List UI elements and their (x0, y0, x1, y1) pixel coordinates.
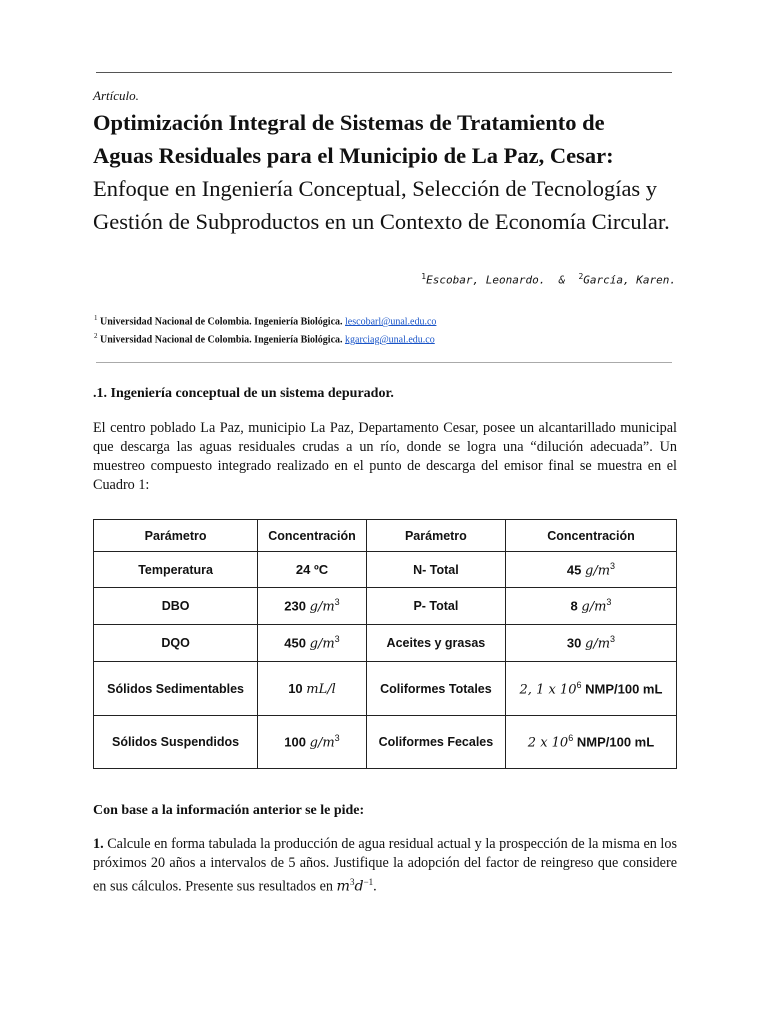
parameters-table (93, 519, 677, 769)
concentration-unit: mL/l (306, 681, 336, 697)
author-separator: & (558, 273, 566, 287)
parameter-cell: Coliformes Totales (366, 662, 505, 716)
parameter-cell: Aceites y grasas (366, 625, 505, 662)
unit-exponent: 3 (606, 597, 612, 608)
affiliation-2-email-link[interactable]: kgarciag@unal.edu.co (345, 334, 435, 346)
parameter-cell: N- Total (366, 552, 505, 588)
affiliation-1-email-link[interactable]: lescobarl@unal.edu.co (345, 316, 437, 328)
article-type-label: Artículo. (93, 88, 139, 103)
section-heading (93, 386, 394, 402)
table-row (94, 625, 677, 662)
concentration-value: 2, 1 x 10 (519, 682, 577, 698)
concentration-tail: NMP/100 mL (585, 681, 663, 697)
table-row (94, 588, 677, 625)
top-rule (96, 72, 672, 73)
question-text: Calcule en forma tabulada la producción de agua residual actual y la prospección de la misma en los próximos 20 años a intervalos de 5 años. Justifique la adopción del factor de reingreso que considere en sus cálculos. Presente sus resultados en (93, 836, 677, 895)
concentration-unit: g/m (585, 636, 611, 652)
intro-paragraph: El centro poblado La Paz, municipio La Paz, Departamento Cesar, posee un alcantarillado municipal que descarga las aguas residuales crudas a un río, donde se logra una “dilución adecuada”. Un muestreo compuesto integrado realizado en el punto de descarga del emisor final se muestra en el Cuadro 1: (93, 420, 677, 493)
question-end: . (373, 878, 377, 895)
concentration-tail: NMP/100 mL (576, 734, 655, 750)
concentration-cell (505, 625, 676, 662)
concentration-unit: g/m (309, 599, 335, 615)
unit-exponent: 3 (334, 634, 340, 645)
table-header-row (94, 520, 677, 552)
title-line-1: Optimización Integral de Sistemas de Tratamiento de (93, 110, 605, 135)
parameter-cell: P- Total (366, 588, 505, 625)
unit-exponent: 6 (576, 679, 582, 690)
unit-exponent: 3 (334, 597, 340, 608)
affiliation-1-sup: 1 (94, 314, 98, 322)
parameter-cell: Sólidos Suspendidos (94, 716, 258, 769)
table-row (94, 552, 677, 588)
header-concentracion-1: Concentración (258, 520, 367, 552)
section-title: . Ingeniería conceptual de un sistema depurador. (103, 386, 394, 401)
parameter-cell: Coliformes Fecales (366, 716, 505, 769)
question-number: 1. (93, 836, 104, 852)
concentration-value: 100 (284, 734, 306, 750)
affiliation-2-text: Universidad Nacional de Colombia. Ingeniería Biológica. (100, 334, 343, 346)
author1-superscript: 1 (421, 272, 427, 281)
concentration-value: 230 (284, 598, 306, 614)
unit-m-exponent: 3 (349, 877, 355, 887)
concentration-value: 30 (566, 635, 582, 651)
unit-exponent: 6 (568, 733, 574, 744)
concentration-unit: g/m (585, 563, 611, 579)
concentration-cell (505, 552, 676, 588)
unit-exponent: 3 (610, 634, 616, 645)
affiliation-1-text: Universidad Nacional de Colombia. Ingeniería Biológica. (100, 316, 343, 328)
concentration-cell (258, 588, 367, 625)
parameter-cell: Temperatura (94, 552, 258, 588)
unit-exponent: 3 (334, 733, 340, 744)
section-number: .1 (93, 386, 104, 401)
request-heading: Con base a la información anterior se le pide: (93, 803, 365, 818)
concentration-cell (258, 625, 367, 662)
concentration-unit: g/m (581, 599, 607, 615)
concentration-cell (505, 588, 676, 625)
unit-m: m (336, 878, 350, 895)
table-row (94, 662, 677, 716)
concentration-cell (258, 662, 367, 716)
unit-d: d (354, 878, 364, 895)
concentration-cell (258, 716, 367, 769)
concentration-value: 24 ºC (295, 562, 329, 577)
concentration-cell (258, 552, 367, 588)
title-line-2: Aguas Residuales para el Municipio de La Paz, Cesar: (93, 143, 614, 168)
header-parametro-2: Parámetro (366, 520, 505, 552)
table-row (94, 716, 677, 769)
section-divider (96, 362, 672, 363)
parameter-cell: DBO (94, 588, 258, 625)
concentration-cell (505, 716, 676, 769)
unit-d-exponent: −1 (363, 877, 374, 887)
concentration-value: 45 (566, 562, 582, 578)
concentration-value: 10 (288, 680, 303, 696)
affiliation-2 (94, 332, 435, 345)
parameter-cell: Sólidos Sedimentables (94, 662, 258, 716)
question-1-paragraph (93, 835, 677, 897)
article-title (93, 106, 683, 238)
author-line (421, 272, 676, 287)
author2-superscript: 2 (578, 272, 584, 281)
concentration-unit: g/m (309, 636, 335, 652)
author1-name: Escobar, Leonardo. (426, 273, 546, 287)
concentration-unit: g/m (309, 735, 335, 751)
concentration-value: 2 x 10 (527, 735, 569, 751)
concentration-cell (505, 662, 676, 716)
unit-exponent: 3 (610, 560, 616, 571)
article-subtitle: Enfoque en Ingeniería Conceptual, Selección de Tecnologías y Gestión de Subproductos en un Contexto de Economía Circular. (93, 176, 670, 234)
header-parametro-1: Parámetro (94, 520, 258, 552)
affiliation-2-sup: 2 (94, 332, 98, 340)
parameter-cell: DQO (94, 625, 258, 662)
concentration-value: 450 (284, 635, 306, 651)
header-concentracion-2: Concentración (505, 520, 676, 552)
concentration-value: 8 (570, 598, 578, 614)
author2-name: García, Karen. (583, 273, 676, 287)
affiliation-1 (94, 314, 436, 327)
